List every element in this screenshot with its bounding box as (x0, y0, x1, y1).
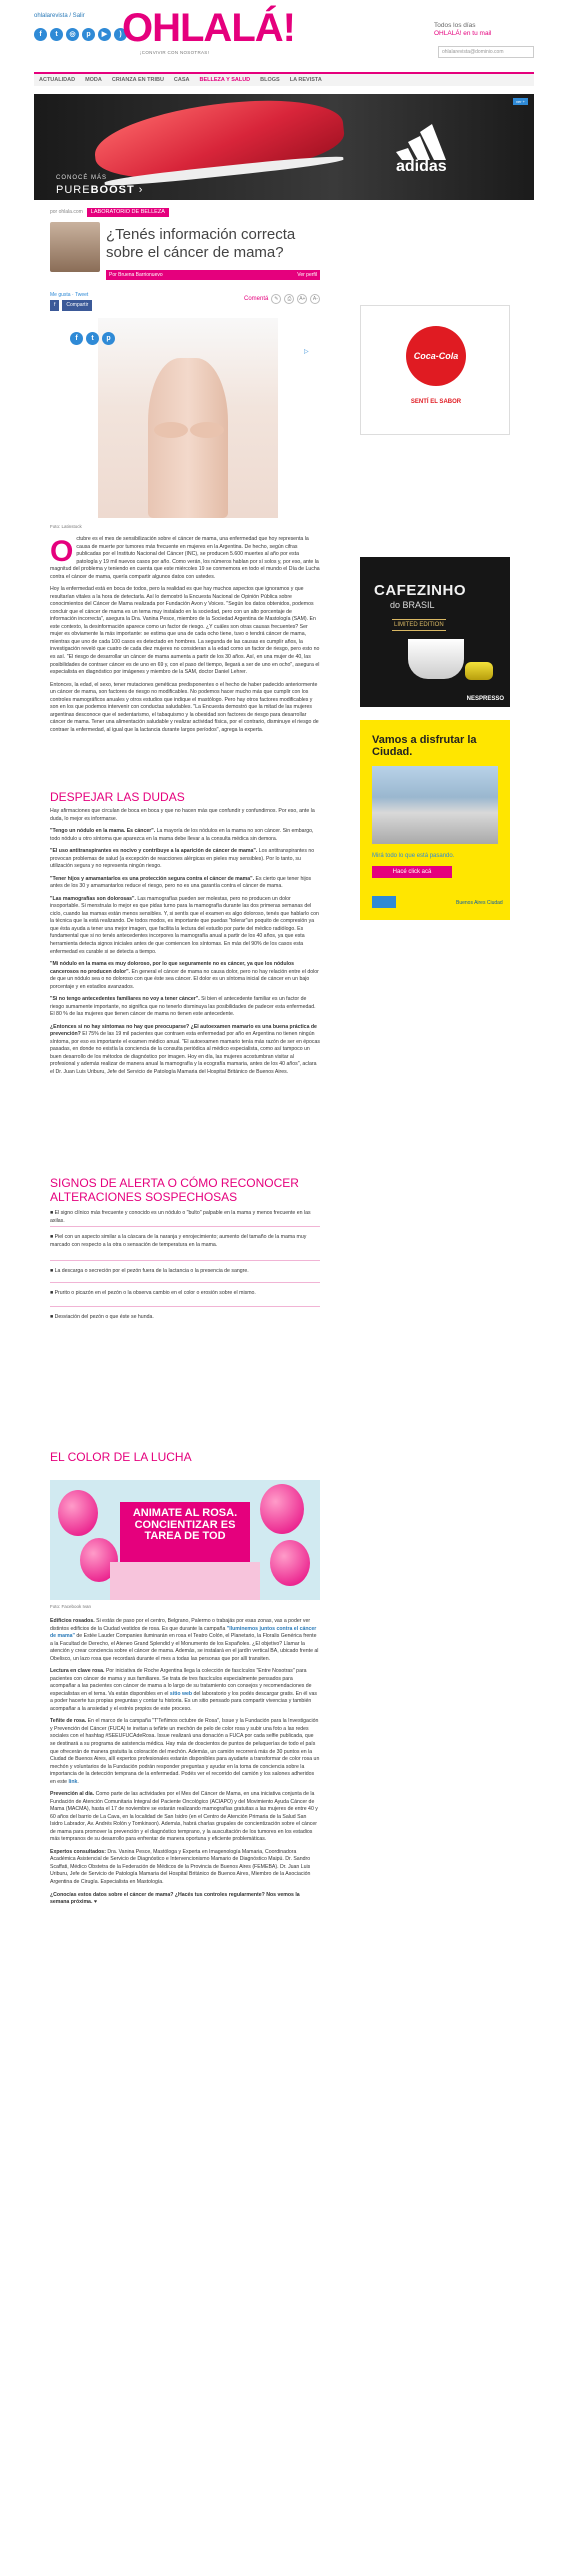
section-heading-signos: SIGNOS DE ALERTA O CÓMO RECONOCER ALTERACIONES SOSPECHOSAS (50, 1176, 299, 1205)
site-header (34, 8, 534, 64)
article-body-lucha (50, 1618, 320, 1912)
print-icon[interactable]: ⎙ (284, 294, 294, 304)
alert-sign-5: ■ Desviación del pezón o que éste se hunda. (50, 1314, 154, 1320)
nav-belleza-salud[interactable]: BELLEZA Y SALUD (199, 77, 251, 83)
ad-product-a: PURE (56, 184, 91, 196)
ciudad-logo: Buenos Aires Ciudad (456, 900, 503, 906)
author-profile-link[interactable]: Ver perfil (297, 272, 317, 278)
myth-2-title: "El uso antitranspirantes es nocivo y contribuye a la aparición de cáncer de mama". (50, 848, 258, 855)
divider (50, 1226, 320, 1227)
like-tweet-bar: Me gusta · Tweet (50, 292, 89, 298)
comment-icon[interactable]: ✎ (271, 294, 281, 304)
ciudad-text: Mirá todo lo que está pasando. (372, 853, 455, 859)
article-body-intro (50, 536, 320, 739)
myth-2 (50, 848, 320, 871)
paragraph-1 (50, 536, 320, 581)
lucha-item-1 (50, 1618, 320, 1663)
myth-2-text: Los antitranspirantes no provocan problemas de salud (a excepción de reacciones alérgicas en pieles muy sensibles). Por lo tanto, su utilización segura y no representa ningún riesgo. (50, 848, 315, 870)
lucha-item-3: Teñite de rosa. En el marco de la campaña "T'Teñimos octubre de Rosa", Issue y la Fundación para la Investigación y Prevención del Cáncer (FUCA) te invitan a teñirte un mechón de pelo de color rosa y subir una foto a las redes sociales con el hashtag #SEEUFUCAdeRosa. Issue realizará una donación a FUCA por cada selfie publicada, que se destinará a su programa de asistencia médica. Hay más de doscientos de puntos de peluquerías de todo el país que ofrecerán de manera gratuita la coloración del mechón. Además, un camión recorrerá más de 30 puntos en la Ciudad de Buenos Aires, allí expertos profesionales estarán disponibles para ayudarte a transformar de color rosa un mechón y voluntarios de la Fundación podrán responder preguntas y ayudar en la toma de conciencia sobre la importancia de la detección temprana de la enfermedad. Podés ver el recorrido del camión y los salones adheridos en este link. (50, 1718, 320, 1785)
category-badge[interactable]: LABORATORIO DE BELLEZA (87, 208, 169, 217)
lucha-item-4-text: Como parte de las actividades por el Mes del Cáncer de Mama, en una iniciativa conjunta de la Fundación de Atención Comunitaria Integral del Paciente Oncológico (ACIAPO) y del Movimiento Ayuda Cáncer de Mama (MACMA), hasta el 17 de noviembre se estarán realizando mamografías gratuitas a las mujeres de entre 40 y 60 años del barrio de La Cava, en la localidad de San Isidro (en el Centro de Atención Primaria de la Salud San Isidro Labrador, Av. Andrés Rolón y Tomkinson). Además, habrá charlas grupales de concientización sobre el cáncer de mama para promover la prevención y el diagnóstico temprano, y la auscultación de los tumores en los estadios más tempranos de su desarrollo para enfrentar de manera oportuna y eficiente problemáticas. (50, 1791, 318, 1843)
breadcrumb-source[interactable]: por ohlala.com (50, 209, 83, 216)
alert-sign-3-text: La descarga o secreción por el pezón fuera de la lactancia o la presencia de sangre. (54, 1268, 249, 1274)
myth-4 (50, 896, 320, 956)
myth-5-text: En general el cáncer de mama no causa dolor, pero no hay relación entre el dolor de que un nódulo sea o no doloroso con que éste sea cáncer. El dolor es un síntoma inicial de cáncer en un bajo porcentaje y en estadios avanzados. (50, 968, 319, 990)
closing (50, 1892, 320, 1907)
coffee-cup (408, 639, 464, 679)
lucha-item-1-end: de Estée Lauder Companies iluminarán en rosa el Teatro Colón, el Planetario, la Floralis Genérica frente a la Facultad de Derecho, el Ateneo Grand Splendid y el Monumento de los Españoles. ¿El objetivo? Llamar la atención y crear conciencia sobre el cáncer de mama. Además, se instalará en el jardín vertical BA, ubicado frente al Obelisco, un lazo rosa que recordará durante el mes a todas las personas que por allí transiten. (50, 1633, 319, 1662)
author-avatar[interactable] (50, 222, 100, 272)
author-bar (106, 270, 320, 280)
cola-logo: Coca-Cola (406, 326, 466, 386)
lucha-item-3-title: Teñite de rosa. (50, 1718, 87, 1725)
nav-revista[interactable]: LA REVISTA (289, 77, 322, 83)
lucha-caption: Foto: Facebook Ivan (50, 1604, 92, 1609)
nespresso-ad[interactable] (360, 557, 510, 707)
rss-icon[interactable]: ) (114, 28, 127, 41)
site-logo[interactable]: OHLALÁ! (122, 6, 295, 50)
ad-tag[interactable]: ver + (513, 98, 528, 105)
paragraph-4: Hay afirmaciones que circulan de boca en boca y que no hacen más que confundir y confundirnos. Por eso, ante la duda, lo mejor es informarse. (50, 808, 315, 822)
lucha-item-1-text: Si estás de paso por el centro, Belgrano, Palermo o trabajás por esas zonas, vas a poder ver distintos edificios de la Ciudad vestidos de rosa. Es que durante la campaña (50, 1618, 311, 1632)
myth-7-title: ¿Entonces si no hay síntomas no hay que preocuparse? ¿El autoexamen mamario es una buena práctica de prevención? (50, 1023, 317, 1038)
twitter-icon[interactable]: t (50, 28, 63, 41)
myth-6-text: Si bien el antecedente familiar es un factor de riesgo sumamente importante, no significa que no tenerlo disminuya las posibilidades de padecer esta enfermedad. El 80 % de las mujeres que tienen cáncer de mama no tienen este antecedente. (50, 996, 316, 1018)
ciudad-image (372, 766, 498, 844)
alert-sign-4: ■ Prurito o picazón en el pezón o la observa cambio en el color o erosión sobre el mismo. (50, 1290, 256, 1296)
newsletter-line1: Todos los días (434, 22, 476, 29)
newsletter-promo (434, 22, 534, 39)
photo-caption: Foto: Latinstock (50, 524, 82, 529)
balloon (270, 1540, 310, 1586)
nav-blogs[interactable]: BLOGS (260, 77, 280, 83)
article-title: ¿Tenés información correcta sobre el cáncer de mama? (106, 226, 296, 261)
section-heading-color: EL COLOR DE LA LUCHA (50, 1450, 192, 1464)
font-increase-icon[interactable]: A+ (297, 294, 307, 304)
nav-crianza[interactable]: CRIANZA EN TRIBU (111, 77, 164, 83)
myth-7 (50, 1024, 320, 1077)
lucha-item-2-end: del laboratorio y los podés descargar gratis. En él vas a poder hacerte tus propias preguntas y contar tu historia. Es un sitio pensado para compartir vivencias y también acompañar a la ansiedad y el estrés propios de este proceso. (50, 1690, 317, 1712)
myth-1-text: La mayoría de los nódulos en la mama no son cáncer. Sin embargo, todo nódulo u otro síntoma que aparezca en la mama debe llevar a la consulta médica sin demora. (50, 828, 314, 842)
salones-link[interactable]: link (68, 1778, 78, 1785)
facebook-share-button[interactable]: f (50, 300, 59, 311)
nav-casa[interactable]: CASA (173, 77, 190, 83)
campaign-link[interactable]: "Iluminemos juntos contra el cáncer de mama" (50, 1625, 317, 1640)
alert-sign-2-text: Piel con un aspecto similar a la cáscara de la naranja y enrojecimiento; aumento del tamaño de la mama muy marcado con respecto a la otra o sensación de temperatura en la mama. (50, 1234, 307, 1248)
nespresso-brand: NESPRESSO (466, 695, 504, 702)
newsletter-email-input[interactable]: ohlalarevista@dominio.com (438, 46, 534, 58)
lucha-item-2-text: Por iniciativa de Roche Argentina llega la colección de fascículos "Entre Nosotras" para pacientes con cáncer de mama y sus familiares. Se trata de tres fascículos especialmente pensados para acompañar a las pacientes con cáncer de mama a lo largo de su tratamiento con consejos y recomendaciones de especialistas en el tema. Va están disponibles en el (50, 1668, 312, 1697)
lucha-sign: ANIMATE AL ROSA. CONCIENTIZAR ES TAREA DE TOD (120, 1502, 250, 1562)
hand-right (190, 422, 224, 438)
site-tagline: ¡CONVIVIR CON NOSOTRAS! (140, 50, 210, 55)
ad-product-b: BOOST (90, 184, 135, 196)
section-heading-despejar: DESPEJAR LAS DUDAS (50, 790, 185, 804)
experts-title: Expertos consultados: (50, 1848, 106, 1855)
alert-sign-2: ■ Piel con un aspecto similar a la cáscara de la naranja y enrojecimiento; aumento del tamaño de la mama muy marcado con respecto a la otra o sensación de temperatura en la mama. (50, 1234, 307, 1248)
lucha-item-2-title: Lectura en clave rosa. (50, 1668, 105, 1675)
cafe-title: CAFEZINHO (374, 582, 466, 599)
buenos-aires-ad[interactable] (360, 720, 510, 920)
lucha-item-1-title: Edificios rosados. (50, 1618, 95, 1624)
adchoices-icon[interactable]: ▷ (304, 349, 309, 355)
coffee-capsule (465, 662, 493, 680)
adidas-ad-banner[interactable] (34, 94, 534, 200)
myth-3-title: "Tener hijos y amamantarlos es una protección segura contra el cáncer de mama". (50, 875, 255, 882)
paragraph-3: Entonces, la edad, el sexo, tener mutaciones genéticas predisponentes o el hecho de haber padecido anteriormente un cáncer de mama, son factores de riesgo no modificables. No podemos hacer mucho más que cumplir con los controles mamográficos anuales y otros estudios que indique el mastólogo. Pero hay otros factores modificables y son en los que podemos intervenir con conductas saludables. "La Encuesta demostró que la mitad de las mujeres argentinas desconoce que el sedentarismo, el tabaquismo y la obesidad son factores de riesgo para desarrollar cáncer de mama. Tener una alimentación saludable y realizar actividad física, por el contrario, disminuye el riesgo de contraer la enfermedad, al igual que la lactancia durante largos períodos", agrega la experta. (50, 681, 319, 733)
myth-3 (50, 876, 320, 891)
lucha-item-4 (50, 1791, 320, 1844)
lucha-item-3-text: En el marco de la campaña "T'Teñimos octubre de Rosa", Issue y la Fundación para la Investigación y Prevención del Cáncer (FUCA) te invitan a teñirte un mechón de pelo de color rosa y subir una foto a las redes sociales con el hashtag #SEEUFUCAdeRosa. Issue realizará una donación a FUCA por cada selfie publicada, que se destinará a su programa de asistencia médica. Hay más de doscientos de puntos de peluquerías de todo el país que ofrecerán de manera gratuita la coloración del mechón. Además, un camión recorrerá más de 30 puntos en la Ciudad de Buenos Aires, allí expertos profesionales estarán disponibles para ayudarte a transformar de color rosa un mechón y voluntarios de la Fundación podrán responder preguntas y ayudar en la toma de conciencia sobre la importancia de la detección temprana de la enfermedad. Podés ver el recorrido del camión y los salones adheridos en este (50, 1718, 320, 1785)
divider (50, 1306, 320, 1307)
myth-7-text: El 75% de las 19 mil pacientes que contraen esta enfermedad por año en Argentina no tienen ningún síntoma, por eso es importante el examen médico anual. "El autoexamen mamario tenía más razón de ser en épocas pasadas, en donde no existía la conciencia de la consulta periódica al médico especialista, como así tampoco un buen desarrollo de los métodos de diagnóstico por imagen. Hoy en día, las mujeres acostumbran visitar al profesional y además realizar de manera anual la mamografía y la ecografía mamaria, antes de los 40 años", aclara el Dr. Juan Luis Uriburu, Jefe del Servicio de Patología Mamaria del Hospital Británico de Buenos Aires. (50, 1031, 321, 1075)
myth-5-title: "Mi nódulo en la mama es muy doloroso, por lo que seguramente no es cáncer, ya que los nódulos cancerosos no producen dolor". (50, 961, 295, 975)
lucha-image (50, 1480, 320, 1600)
lucha-cake (110, 1562, 260, 1600)
account-link[interactable]: ohlalarevista / Salir (34, 13, 85, 19)
myth-1-title: "Tengo un nódulo en la mama. Es cáncer". (50, 828, 156, 835)
ad-brand: adidas (396, 158, 447, 175)
comment-link[interactable]: Comentá (244, 295, 269, 302)
main-nav (34, 72, 534, 86)
experts-text: Dra. Vanina Pesce, Mastóloga y Experta en Imagenología Mamaria, Coordinadora Académica Asistencial de Servicio de Diagnóstico e Intervencionismo Mamario de Diagnóstico Maipú. Dr. Sandro Scaffati, Médico Obstetra de la Federación de Médicos de la Provincia de Buenos Aires (FEMEBA). Dr. Juan Luis Uriburu, Jefe de Servicio de Patología Mamaria del Hospital Británico de Buenos Aires, Miembro de la Asociación Argentina de Cirugía. Especialista en Mastología. (50, 1848, 311, 1885)
drop-cap: O (50, 535, 74, 568)
font-decrease-icon[interactable]: A- (310, 294, 320, 304)
hand-left (154, 422, 188, 438)
myth-6 (50, 996, 320, 1019)
nav-actualidad[interactable]: ACTUALIDAD (39, 77, 76, 83)
balloon (58, 1490, 98, 1536)
article-body-dudas (50, 808, 320, 1081)
article-hero-image (98, 318, 278, 518)
nav-moda[interactable]: MODA (85, 77, 102, 83)
ad-product: PUREBOOST › (56, 184, 144, 196)
cafe-sub: do BRASIL (390, 600, 435, 610)
myth-4-text: Las mamografías pueden ser molestas, pero no producen un dolor insoportable. Si menstruás lo mejor es que pidas turno para la mamografía durante las dos primeras semanas del ciclo, cuando las mamas están menos sensibles. Y, si sentís que el examen es algo doloroso, tenés que hablarlo con la técnica que la está realizando. De todos modos, es importante que puedas "tolerar"un poquito de compresión ya que ésta ayuda a tener una mejor imagen, que facilita la lectura del estudio por parte del médico radiólogo. Es fundamental que si no tenés antecedentes incorpores la mamografía anual a partir de los 40 años, ya que esta herramienta detecta signos iniciales antes de que comiencen los síntomas. En más del 90% de los casos esta enfermedad es curable si se detecta a tiempo. (50, 895, 319, 955)
alert-sign-4-text: Prurito o picazón en el pezón o la observa cambio en el color o erosión sobre el mismo. (54, 1290, 256, 1296)
ciudad-title: Vamos a disfrutar la Ciudad. (372, 734, 477, 759)
facebook-icon[interactable]: f (70, 332, 83, 345)
alert-sign-1: ■ El signo clínico más frecuente y conocido es un nódulo o "bulto" palpable en la mama y menos frecuente en las axilas. (50, 1210, 311, 1224)
comment-tools (244, 294, 320, 304)
compartir-button[interactable]: Compartir (62, 300, 92, 311)
experts (50, 1849, 320, 1887)
paragraph-2: Hoy la enfermedad está en boca de todos, pero la realidad es que hay muchos aspectos que ignoramos y que resultarían vitales a la hora de detectarla. Así lo demostró la Encuesta Nacional de Opinión Pública sobre conocimientos del Cáncer de Mama realizada por Fundación Avon y Voices. "Según los datos obtenidos, podemos concluir que el cáncer de mama es un tema muy instalado en la sociedad, pero con un alto porcentaje de información incorrecta", asegura la Dra. Vanina Pesce, miembro de la Sociedad Argentina de Mastología (SAM). En este contexto, la desinformación aparece como un factor de riesgo. ¿Y cuáles son otras causas frecuentes? Ser mujer es obviamente la más importante: se estima que una de cada ocho tiene, tuvo o tendrá cáncer de mama, mientras que uno de cada 100 casos es detectado en hombres. La segunda de las causas es cumplir años, la investigación reveló que cuatro de cada diez mujeres no consideran a la edad como un factor de riesgo, pero esto no es así. "El riesgo de desarrollar un cáncer de mama aumenta a partir de los 30 años. Así, en una mujer de 40, las posibilidades de contraer cáncer es de uno en 69 y, con el paso del tiempo, llegará a ser de uno en ocho", asegura el especialista en diagnóstico por imágenes y miembro de la SAM, doctor Daniel Lehrer. (50, 586, 320, 676)
myth-4-title: "Las mamografías son dolorosas". (50, 895, 136, 902)
ciudad-ba-icon (372, 896, 396, 908)
youtube-icon[interactable]: ▶ (98, 28, 111, 41)
tweet-button[interactable]: Tweet (74, 292, 89, 298)
alert-sign-3: ■ La descarga o secreción por el pezón fuera de la lactancia o la presencia de sangre. (50, 1268, 249, 1274)
image-share-icons (70, 332, 115, 345)
alert-sign-1-text: El signo clínico más frecuente y conocido es un nódulo o "bulto" palpable en la mama y menos frecuente en las axilas. (50, 1210, 311, 1224)
coca-cola-ad[interactable] (360, 305, 510, 435)
ciudad-cta-button[interactable]: Hacé click acá (372, 866, 452, 878)
cola-slogan: SENTÍ EL SABOR (410, 399, 462, 405)
myth-3-text: Es cierto que tener hijos antes de los 30 y amamantarlos reduce el riesgo, pero no es una garantía contra el cáncer de mama. (50, 875, 312, 890)
author-name[interactable]: Por Bruena Barrionuevo (109, 272, 163, 278)
divider (50, 1282, 320, 1283)
instagram-icon[interactable]: ◎ (66, 28, 79, 41)
pinterest-icon[interactable]: p (102, 332, 115, 345)
alert-sign-5-text: Desviación del pezón o que éste se hunda. (54, 1314, 154, 1320)
torso-shape (148, 358, 228, 518)
myth-5 (50, 961, 320, 991)
ad-cta: CONOCÉ MÁS (56, 175, 108, 181)
roche-site-link[interactable]: sitio web (169, 1690, 193, 1697)
pinterest-icon[interactable]: p (82, 28, 95, 41)
like-button[interactable]: Me gusta (50, 292, 71, 298)
balloon (260, 1484, 304, 1534)
lucha-item-2 (50, 1668, 320, 1713)
cafe-limited: LIMITED EDITION (392, 619, 446, 631)
breadcrumb (50, 208, 169, 217)
divider (50, 1260, 320, 1261)
facebook-icon[interactable]: f (34, 28, 47, 41)
lucha-item-4-title: Prevención al día. (50, 1791, 95, 1798)
twitter-icon[interactable]: t (86, 332, 99, 345)
social-links (34, 28, 127, 41)
paragraph-1-text: ctubre es el mes de sensibilización sobre el cáncer de mama, una enfermedad que hoy representa la causa de muerte por tumores más frecuente en mujeres en la Argentina. De hecho, según cifras publicadas por el Instituto Nacional del Cáncer (INC), se producen 5.600 muertes al año por esta patología y 19 mil nuevos casos por año. Como verán, los números hablan por sí solos y, por eso, ante la magnitud del problema y teniendo en cuenta que este miércoles 19 se conmemora en todo el mundo el Día de Lucha contra el cáncer de mama, quería compartir algunos datos con ustedes. (50, 536, 320, 580)
myth-6-title: "Si no tengo antecedentes familiares no voy a tener cáncer". (50, 996, 200, 1003)
myth-1 (50, 828, 320, 843)
newsletter-line2[interactable]: OHLALÁ! en tu mail (434, 30, 492, 38)
share-buttons (50, 300, 92, 311)
closing-text: ¿Conocías estos datos sobre el cáncer de mama? ¿Hacés tus controles regularmente? Nos vemos la semana próxima. ♥ (50, 1891, 300, 1906)
